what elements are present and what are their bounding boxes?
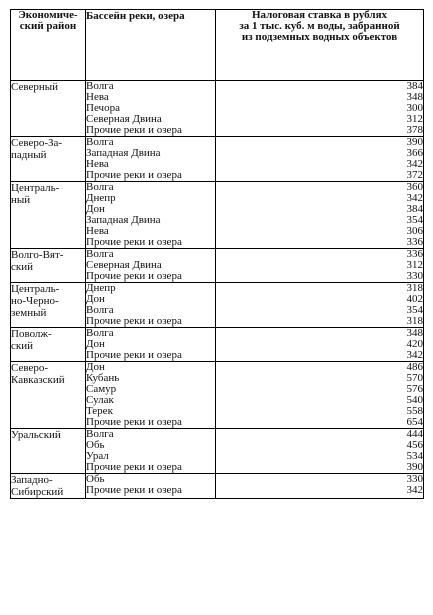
region-cell [11,474,86,499]
basin-cell [86,474,216,499]
basin-name: Обь [86,473,105,485]
rate-value: 570 [406,372,423,384]
region-name-line: земный [11,307,47,319]
rate-value: 342 [406,158,423,170]
region-name-line: но-Черно- [11,295,59,307]
basin-name: Нева [86,158,109,170]
rate-value: 486 [406,361,423,373]
header-rate [216,10,424,81]
basin-cell [86,328,216,362]
basin-cell [86,362,216,429]
document-page [10,9,424,499]
rate-value: 360 [406,181,423,193]
basin-name: Прочие реки и озера [86,484,182,496]
region-name-line: Централь- [11,182,60,194]
region-name-line: Западно- [11,474,53,486]
rate-value: 378 [406,124,423,136]
rate-value: 312 [406,259,423,271]
rate-value: 306 [406,225,423,237]
rate-value: 330 [406,473,423,485]
basin-name: Прочие реки и озера [86,270,182,282]
rate-value: 384 [406,203,423,215]
region-cell [11,182,86,249]
header-region-line: ский район [19,20,77,32]
basin-cell [86,182,216,249]
rate-value: 384 [406,80,423,92]
header-rate-line: из подземных водных объектов [241,31,398,43]
basin-name: Волга [86,248,114,260]
basin-name: Кубань [86,372,120,384]
rate-value: 444 [406,428,423,440]
basin-name: Прочие реки и озера [86,416,182,428]
basin-name: Северная Двина [86,113,162,125]
rate-value: 402 [406,293,423,305]
basin-name: Печора [86,102,120,114]
rate-value: 390 [406,461,423,473]
basin-name: Прочие реки и озера [86,169,182,181]
basin-name: Дон [86,203,105,215]
table-row [11,283,424,328]
basin-name: Прочие реки и озера [86,236,182,248]
basin-name: Прочие реки и озера [86,124,182,136]
basin-name: Дон [86,338,105,350]
table-row [11,328,424,362]
basin-name: Волга [86,181,114,193]
region-cell [11,283,86,328]
region-cell [11,81,86,137]
region-name-line: падный [11,149,47,161]
basin-name: Западная Двина [86,147,161,159]
region-name-line: Поволж- [11,328,52,340]
table-row [11,182,424,249]
rate-value: 342 [406,192,423,204]
basin-cell [86,429,216,474]
table-row [11,81,424,137]
region-cell [11,429,86,474]
region-cell [11,249,86,283]
rate-cell [216,81,424,137]
rate-value: 336 [406,248,423,260]
region-name-line: Уральский [11,429,61,441]
rate-value: 348 [406,91,423,103]
basin-name: Днепр [86,282,116,294]
basin-name: Нева [86,91,109,103]
rate-value: 330 [406,270,423,282]
basin-name: Сулак [86,394,114,406]
rate-cell [216,249,424,283]
basin-name: Дон [86,361,105,373]
rate-value: 318 [406,282,423,294]
region-name-line: Сибирский [11,486,64,498]
rate-value: 576 [406,383,423,395]
rate-value: 348 [406,327,423,339]
region-name-line: Централь- [11,283,60,295]
basin-name: Волга [86,304,114,316]
rate-value: 534 [406,450,423,462]
basin-name: Урал [86,450,109,462]
rate-cell [216,328,424,362]
rate-value: 366 [406,147,423,159]
rate-value: 390 [406,136,423,148]
header-region-line: Экономиче- [18,9,78,21]
basin-name: Нева [86,225,109,237]
rate-value: 456 [406,439,423,451]
rate-value: 354 [406,304,423,316]
basin-name: Волга [86,327,114,339]
rate-value: 654 [406,416,423,428]
basin-name: Северная Двина [86,259,162,271]
header-rate-line: Налоговая ставка в рублях [251,9,388,21]
basin-name: Волга [86,428,114,440]
region-cell [11,137,86,182]
basin-name: Обь [86,439,105,451]
basin-name: Волга [86,80,114,92]
table-row [11,474,424,499]
region-name-line: Кавказский [11,374,65,386]
region-name-line: Северо- [11,362,49,374]
basin-name: Прочие реки и озера [86,315,182,327]
basin-cell [86,283,216,328]
table-row [11,249,424,283]
table-body [11,81,424,499]
rate-cell [216,362,424,429]
rate-value: 336 [406,236,423,248]
region-name-line: ский [11,261,33,273]
region-cell [11,328,86,362]
rate-value: 420 [406,338,423,350]
rate-value: 318 [406,315,423,327]
table-row [11,429,424,474]
rate-cell [216,182,424,249]
rate-value: 372 [406,169,423,181]
header-basin: Бассейн реки, озера [86,10,216,81]
region-name-line: ский [11,340,33,352]
table-row [11,362,424,429]
basin-name: Западная Двина [86,214,161,226]
rate-cell [216,474,424,499]
basin-name: Прочие реки и озера [86,349,182,361]
rate-value: 558 [406,405,423,417]
rate-value: 300 [406,102,423,114]
basin-name: Волга [86,136,114,148]
tax-rate-table [10,9,424,499]
basin-cell [86,81,216,137]
basin-name: Самур [86,383,117,395]
header-rate-line: за 1 тыс. куб. м воды, забранной [239,20,400,32]
basin-name: Терек [86,405,113,417]
rate-value: 342 [406,349,423,361]
region-name-line: ный [11,194,31,206]
table-row [11,137,424,182]
region-cell [11,362,86,429]
rate-value: 540 [406,394,423,406]
table-header [11,10,424,81]
basin-name: Днепр [86,192,116,204]
basin-name: Прочие реки и озера [86,461,182,473]
basin-cell [86,249,216,283]
region-name-line: Северный [11,81,59,93]
header-row [11,10,424,81]
region-name-line: Северо-За- [11,137,63,149]
rate-value: 342 [406,484,423,496]
rate-cell [216,429,424,474]
rate-cell [216,137,424,182]
basin-name: Дон [86,293,105,305]
basin-cell [86,137,216,182]
region-name-line: Волго-Вят- [11,249,64,261]
header-region [11,10,86,81]
rate-cell [216,283,424,328]
rate-value: 312 [406,113,423,125]
rate-value: 354 [406,214,423,226]
